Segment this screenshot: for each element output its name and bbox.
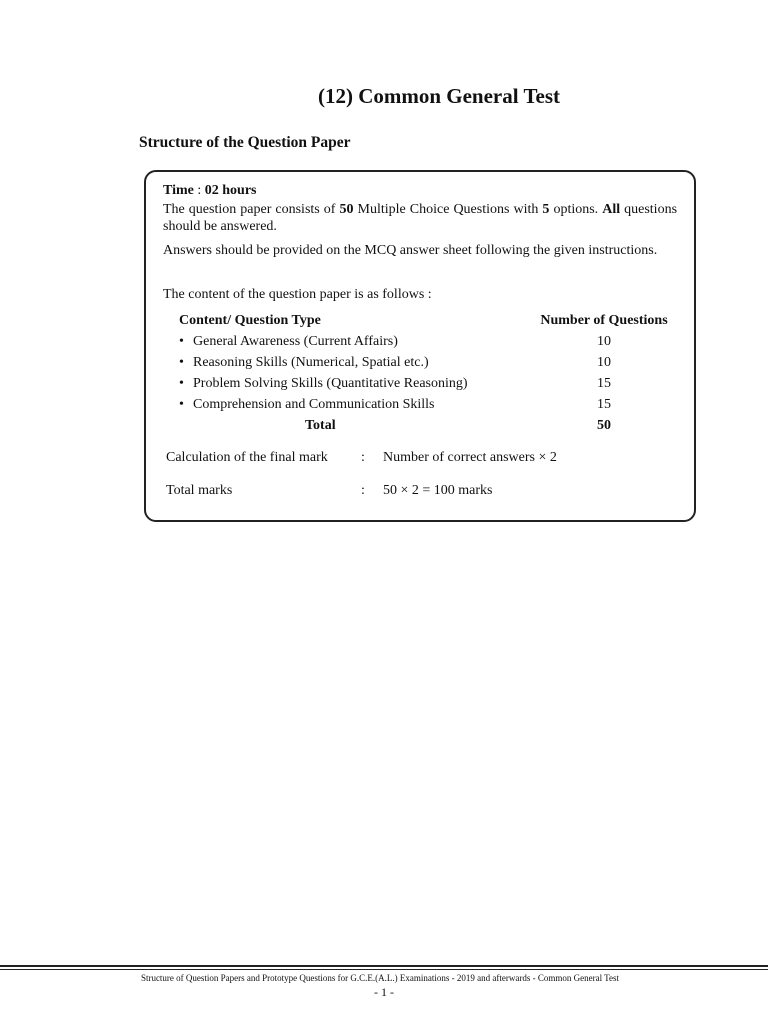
row-label: Reasoning Skills (Numerical, Spatial etc.)	[193, 355, 429, 370]
row-label: Problem Solving Skills (Quantitative Reasoning)	[193, 376, 468, 391]
final-mark-label: Calculation of the final mark	[166, 450, 328, 465]
bullet-icon: •	[179, 397, 184, 412]
table-row	[179, 396, 679, 417]
final-mark-formula: Number of correct answers × 2	[383, 450, 557, 465]
total-marks-formula: 50 × 2 = 100 marks	[383, 483, 493, 498]
row-value: 15	[597, 397, 611, 412]
total-value: 50	[597, 418, 611, 433]
row-label: General Awareness (Current Affairs)	[193, 334, 398, 349]
bullet-icon: •	[179, 355, 184, 370]
time-line	[163, 182, 256, 199]
footer-text: Structure of Question Papers and Prototype Questions for G.C.E.(A.L.) Examinations - 2019 and afterwards - Common General Test	[140, 973, 620, 983]
table-row	[179, 333, 679, 354]
paragraph-questions	[163, 201, 677, 235]
row-value: 10	[597, 334, 611, 349]
row-label: Comprehension and Communication Skills	[193, 397, 435, 412]
bullet-icon: •	[179, 376, 184, 391]
section-heading: Structure of the Question Paper	[139, 134, 351, 151]
time-label: Time	[163, 183, 194, 198]
final-mark-colon: :	[361, 450, 365, 465]
row-value: 15	[597, 376, 611, 391]
p1-all: All	[602, 202, 621, 217]
time-value: 02 hours	[204, 183, 257, 198]
time-colon: :	[197, 183, 202, 198]
header-number-of-questions: Number of Questions	[540, 313, 668, 328]
paragraph-content: The content of the question paper is as follows :	[163, 287, 432, 302]
footer-rule-thin	[0, 969, 768, 970]
p1-text-e: options.	[549, 202, 603, 217]
structure-box	[144, 170, 696, 522]
table-row	[179, 354, 679, 375]
table-total-row	[179, 417, 679, 438]
p1-text-c: Multiple Choice Questions with	[353, 202, 543, 217]
paragraph-answers: Answers should be provided on the MCQ answer sheet following the given instructions.	[163, 243, 658, 258]
content-table	[179, 312, 679, 438]
total-label: Total	[305, 418, 336, 433]
page-number: - 1 -	[374, 985, 394, 999]
header-content-type: Content/ Question Type	[179, 313, 321, 328]
total-marks-colon: :	[361, 483, 365, 498]
footer-rule-thick	[0, 965, 768, 967]
p1-count: 50	[339, 202, 354, 217]
page-title: (12) Common General Test	[317, 84, 561, 108]
bullet-icon: •	[179, 334, 184, 349]
table-row	[179, 375, 679, 396]
total-marks-label: Total marks	[166, 483, 233, 498]
p1-text-a: The question paper consists of	[163, 202, 340, 217]
table-header-row	[179, 312, 679, 333]
row-value: 10	[597, 355, 611, 370]
p1-text-g: questions should be answered.	[163, 202, 678, 234]
p1-options: 5	[542, 202, 550, 217]
